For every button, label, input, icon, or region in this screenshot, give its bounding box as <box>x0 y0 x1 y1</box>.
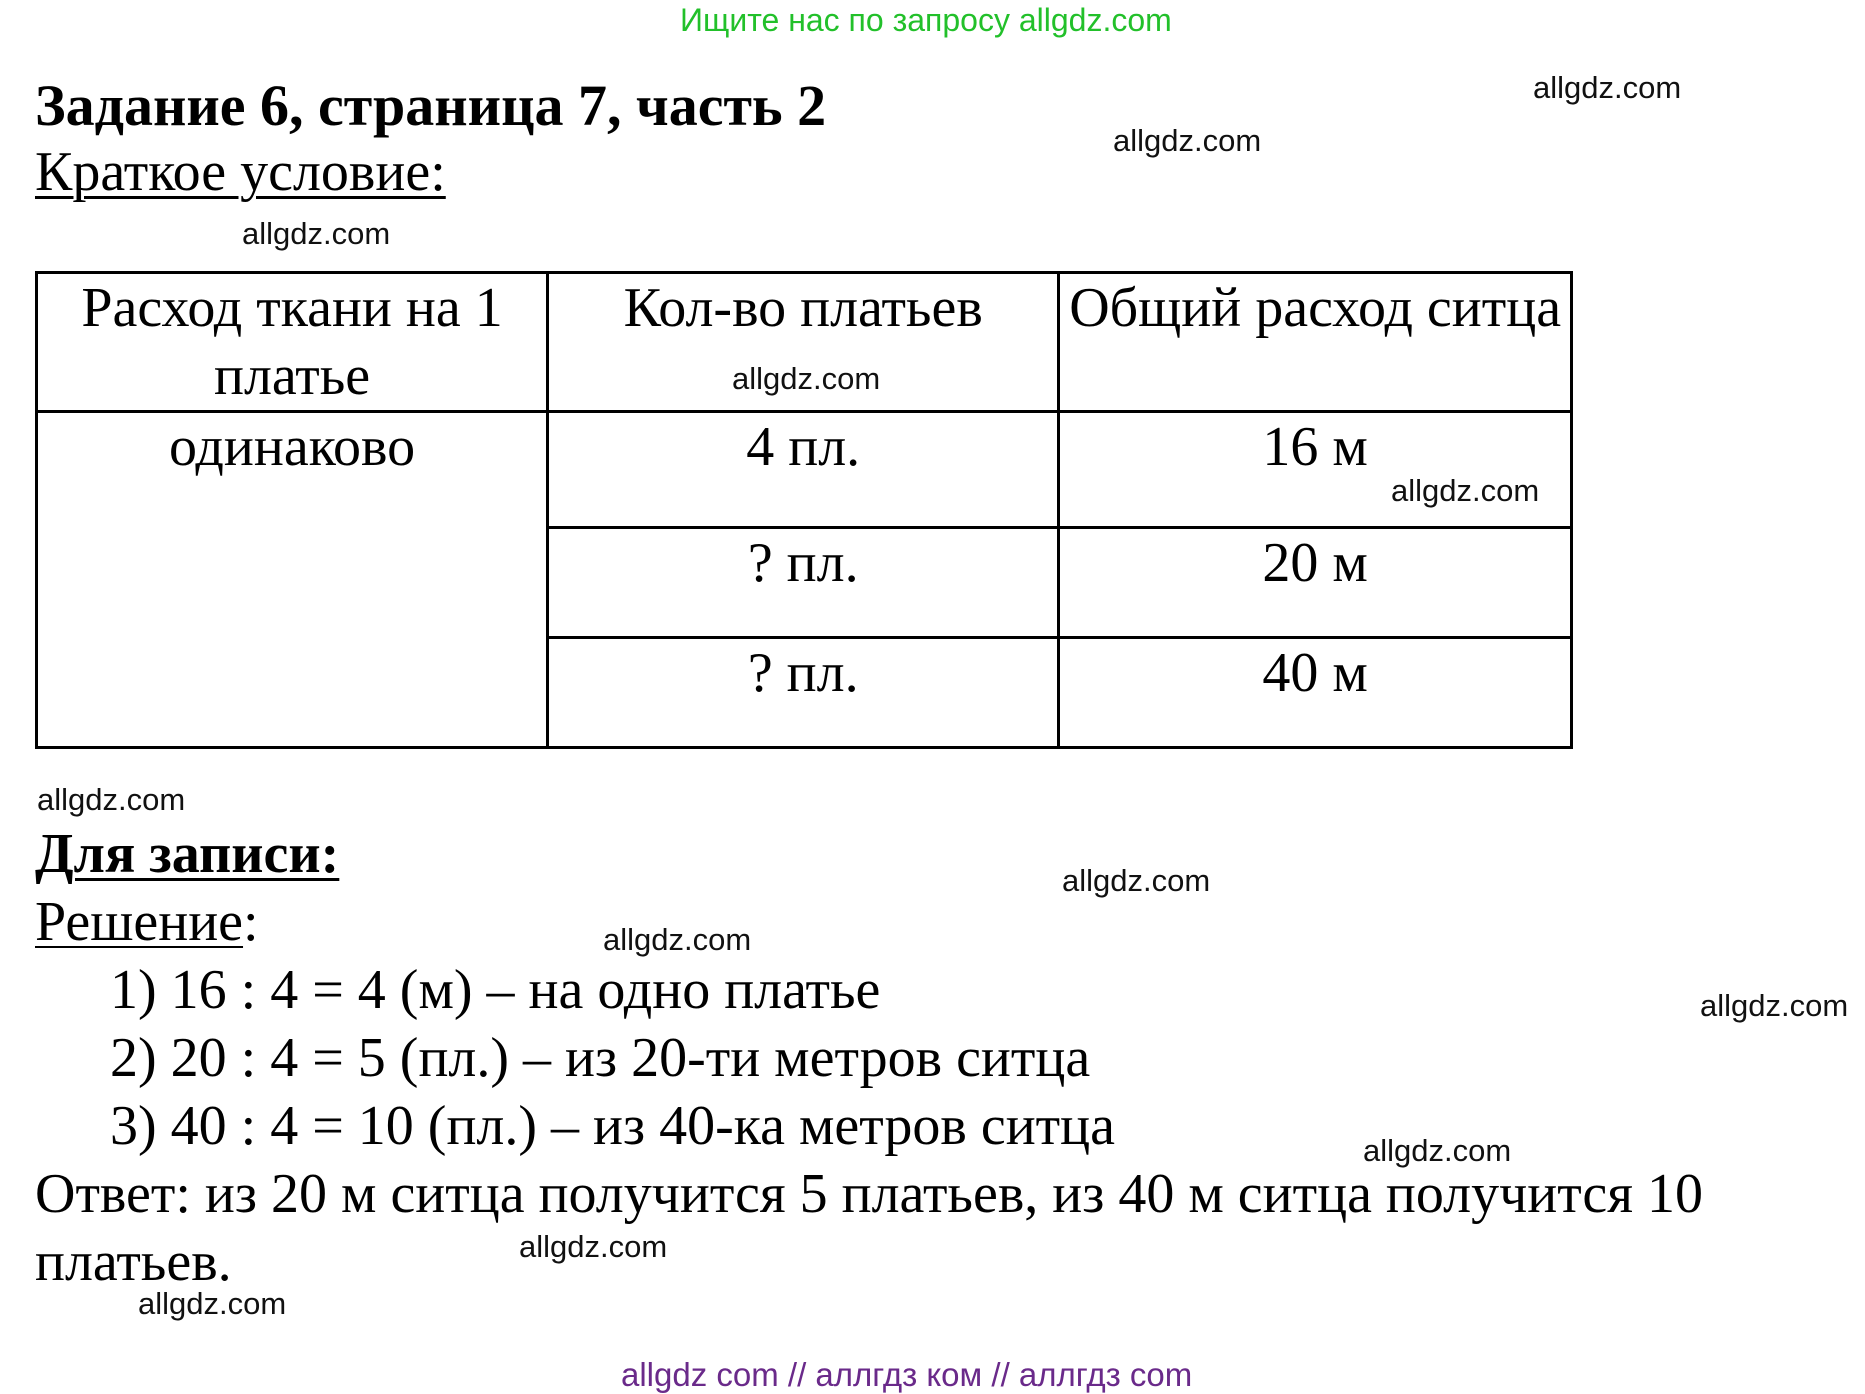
section-subtitle: Краткое условие: <box>35 141 446 203</box>
watermark: allgdz.com <box>1062 863 1211 898</box>
watermark: allgdz.com <box>1391 473 1540 508</box>
watermark: allgdz.com <box>603 922 752 957</box>
header-cell-total: Общий расход ситца <box>1059 273 1572 412</box>
condition-table <box>35 271 1573 749</box>
watermark: allgdz.com <box>242 216 391 251</box>
solution-label-colon: : <box>243 891 259 953</box>
table-cell-total: 20 м <box>1059 528 1572 638</box>
solution-step: 3) 40 : 4 = 10 (пл.) – из 40-ка метров ситца <box>110 1095 1115 1157</box>
watermark: allgdz.com <box>519 1229 668 1264</box>
solution-label-text: Решение <box>35 891 244 953</box>
solution-label <box>35 890 259 954</box>
footer-links: allgdz com // аллгдз ком // аллгдз com <box>621 1356 1193 1393</box>
watermark: allgdz.com <box>1363 1133 1512 1168</box>
header-cell-count: Кол-во платьев <box>548 273 1059 412</box>
solution-step: 1) 16 : 4 = 4 (м) – на одно платье <box>110 959 881 1021</box>
answer-line: Ответ: из 20 м ситца получится 5 платьев, из 40 м ситца получится 10 <box>35 1163 1703 1225</box>
watermark: allgdz.com <box>1113 123 1262 158</box>
solution-step: 2) 20 : 4 = 5 (пл.) – из 20-ти метров ситца <box>110 1027 1091 1089</box>
header-cell-fabric: Расход ткани на 1 платье <box>37 273 548 412</box>
table-cell-total: 16 м <box>1059 412 1572 528</box>
search-banner: Ищите нас по запросу allgdz.com <box>680 2 1172 38</box>
watermark: allgdz.com <box>1533 70 1682 105</box>
record-heading: Для записи: <box>35 823 340 885</box>
watermark: allgdz.com <box>37 782 186 817</box>
answer-line: платьев. <box>35 1231 232 1293</box>
table-row <box>37 412 1572 528</box>
table-cell-count: 4 пл. <box>548 412 1059 528</box>
table-cell-total: 40 м <box>1059 638 1572 748</box>
merged-cell-same: одинаково <box>37 412 548 748</box>
table-cell-count: ? пл. <box>548 528 1059 638</box>
page-title: Задание 6, страница 7, часть 2 <box>35 73 827 138</box>
table-cell-count: ? пл. <box>548 638 1059 748</box>
watermark: allgdz.com <box>732 361 881 396</box>
watermark: allgdz.com <box>1700 988 1849 1023</box>
watermark: allgdz.com <box>138 1286 287 1321</box>
